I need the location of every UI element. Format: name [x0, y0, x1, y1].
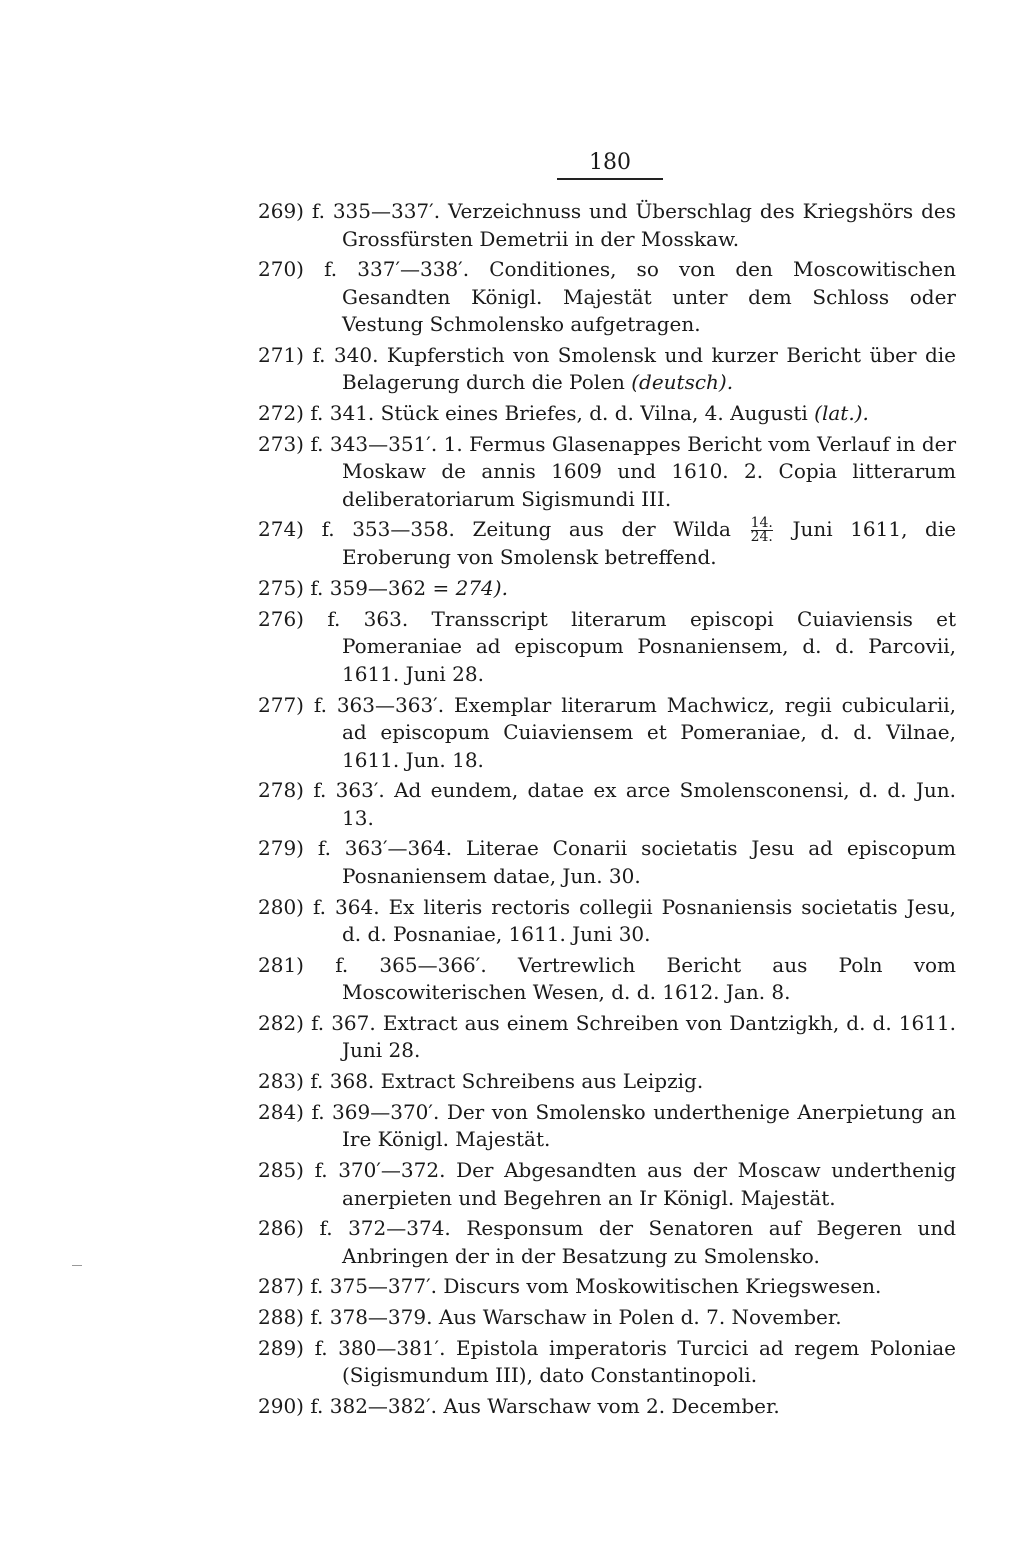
- entry-number: 279): [258, 836, 304, 861]
- entry-folio: f. 363—363′.: [313, 692, 445, 717]
- list-item: [258, 1273, 956, 1301]
- date-fraction: [751, 517, 773, 544]
- entry-text: Zeitung aus der Wilda: [472, 517, 731, 542]
- list-item: [258, 1099, 956, 1154]
- entry-folio: f. 343—351′.: [310, 431, 438, 456]
- entry-number: 281): [258, 952, 304, 977]
- entry-folio: f. 380—381′.: [314, 1335, 446, 1360]
- entry-folio: f. 382—382′.: [310, 1393, 437, 1418]
- page-number-rule: [557, 178, 663, 180]
- entry-text: 1. Fermus Glasenappes Bericht vom Verlauf in der Moskaw de annis 1609 und 1610. 2. Copia litterarum deliberatoriarum Sigismundi III.: [342, 431, 957, 511]
- entry-folio: f. 368.: [310, 1069, 375, 1094]
- list-item: [258, 198, 956, 253]
- entry-text: Discurs vom Moskowitischen Kriegswesen.: [443, 1274, 882, 1299]
- list-item: [258, 1304, 956, 1332]
- entry-text: Vertrewlich Bericht aus Poln vom Moscowiterischen Wesen, d. d. 1612. Jan. 8.: [342, 952, 957, 1005]
- entry-text: Extract Schreibens aus Leipzig.: [380, 1069, 704, 1094]
- entry-number: 278): [258, 778, 304, 803]
- entry-language-note: (deutsch).: [631, 370, 734, 395]
- entry-folio: f. 364.: [312, 894, 380, 919]
- entry-text-continued: Juni 1611, die Eroberung von Smolensk betreffend.: [342, 517, 957, 570]
- entry-number: 273): [258, 431, 304, 456]
- entry-text: Epistola imperatoris Turcici ad regem Poloniae (Sigismundum III), dato Constantinopoli.: [342, 1335, 956, 1388]
- entry-text: =: [432, 576, 450, 601]
- entry-folio: f. 359—362: [310, 576, 427, 601]
- entry-text: Transscript literarum episcopi Cuiaviensis et Pomeraniae ad episcopum Posnaniensem, d. d. Parcovii, 1611. Juni 28.: [342, 606, 957, 686]
- page-number: 180: [589, 150, 631, 175]
- entry-folio: f. 367.: [311, 1010, 376, 1035]
- list-item: [258, 431, 956, 514]
- list-item: [258, 606, 956, 689]
- entry-text: Extract aus einem Schreiben von Dantzigkh, d. d. 1611. Juni 28.: [342, 1010, 957, 1063]
- entry-text: Der von Smolensko underthenige Anerpietung an Ire Königl. Majestät.: [342, 1099, 957, 1152]
- entry-text: Conditiones, so von den Moscowitischen Gesandten Königl. Majestät unter dem Schloss oder Vestung Schmolensko aufgetragen.: [342, 257, 957, 337]
- entry-number: 280): [258, 894, 304, 919]
- entry-number: 290): [258, 1393, 304, 1418]
- list-item: [258, 256, 956, 339]
- entry-number: 276): [258, 606, 304, 631]
- entry-text: Der Abgesandten aus der Moscaw underthenig anerpieten und Begehren an Ir Königl. Majestät.: [342, 1158, 957, 1210]
- entry-number: 271): [258, 342, 304, 367]
- entry-number: 286): [258, 1216, 304, 1241]
- entry-text: Literae Conarii societatis Jesu ad episcopum Posnaniensem datae, Jun. 30.: [342, 836, 957, 888]
- entry-list: [258, 198, 956, 1424]
- entry-text: Kupferstich von Smolensk und kurzer Bericht über die Belagerung durch die Polen: [342, 342, 957, 395]
- entry-number: 283): [258, 1069, 304, 1094]
- list-item: [258, 1335, 956, 1390]
- entry-number: 274): [258, 517, 304, 542]
- fraction-numerator: 14.: [750, 515, 773, 532]
- entry-text: Aus Warschaw vom 2. December.: [443, 1393, 780, 1418]
- entry-folio: f. 353—358.: [321, 517, 455, 542]
- list-item: [258, 400, 956, 428]
- list-item: [258, 952, 956, 1007]
- fraction-denominator: 24.: [750, 529, 773, 546]
- entry-text: Verzeichnuss und Überschlag des Kriegshörs des Grossfürsten Demetrii in der Mosskaw.: [342, 199, 956, 251]
- entry-number: 275): [258, 576, 304, 601]
- entry-number: 287): [258, 1274, 304, 1299]
- entry-folio: f. 375—377′.: [310, 1274, 437, 1299]
- list-item: [258, 777, 956, 832]
- entry-text: Exemplar literarum Machwicz, regii cubicularii, ad episcopum Cuiaviensem et Pomeraniae, d. d. Vilnae, 1611. Jun. 18.: [342, 692, 957, 772]
- list-item: [258, 1157, 956, 1212]
- list-item: [258, 516, 956, 572]
- entry-folio: f. 370′—372.: [314, 1158, 446, 1182]
- entry-number: 269): [258, 199, 304, 223]
- entry-number: 284): [258, 1099, 304, 1124]
- list-item: [258, 692, 956, 775]
- entry-number: 270): [258, 257, 304, 282]
- entry-folio: f. 365—366′.: [335, 952, 487, 977]
- entry-folio: f. 340.: [312, 342, 379, 367]
- entry-text: Ad eundem, datae ex arce Smolensconensi, d. d. Jun. 13.: [342, 778, 957, 830]
- entry-folio: f. 372—374.: [319, 1216, 451, 1241]
- list-item: [258, 894, 956, 949]
- entry-number: 277): [258, 692, 304, 717]
- entry-folio: f. 363′—364.: [317, 836, 453, 861]
- entry-text: Responsum der Senatoren auf Begeren und Anbringen der in der Besatzung zu Smolensko.: [342, 1216, 957, 1268]
- entry-number: 272): [258, 401, 304, 426]
- entry-folio: f. 363′.: [313, 778, 385, 803]
- entry-number: 285): [258, 1158, 304, 1182]
- scan-margin-mark: [72, 1265, 82, 1266]
- entry-text: Stück eines Briefes, d. d. Vilna, 4. Augusti: [380, 401, 808, 426]
- entry-number: 289): [258, 1335, 304, 1360]
- list-item: [258, 1010, 956, 1065]
- entry-text: Ex literis rectoris collegii Posnaniensis societatis Jesu, d. d. Posnaniae, 1611. Juni 30.: [342, 894, 957, 947]
- entry-number: 282): [258, 1010, 304, 1035]
- list-item: [258, 1393, 956, 1421]
- entry-folio: f. 363.: [327, 606, 409, 631]
- entry-folio: f. 369—370′.: [311, 1099, 440, 1124]
- entry-folio: f. 337′—338′.: [324, 257, 470, 282]
- list-item: [258, 342, 956, 397]
- entry-folio: f. 378—379.: [310, 1305, 433, 1330]
- list-item: [258, 575, 956, 603]
- entry-folio: f. 341.: [310, 401, 375, 426]
- entry-cross-reference: 274).: [455, 576, 508, 601]
- entry-folio: f. 335—337′.: [311, 199, 441, 223]
- entry-text: Aus Warschaw in Polen d. 7. November.: [438, 1305, 842, 1330]
- entry-language-note: (lat.).: [814, 401, 869, 426]
- list-item: [258, 1215, 956, 1270]
- list-item: [258, 1068, 956, 1096]
- entry-number: 288): [258, 1305, 304, 1330]
- list-item: [258, 835, 956, 890]
